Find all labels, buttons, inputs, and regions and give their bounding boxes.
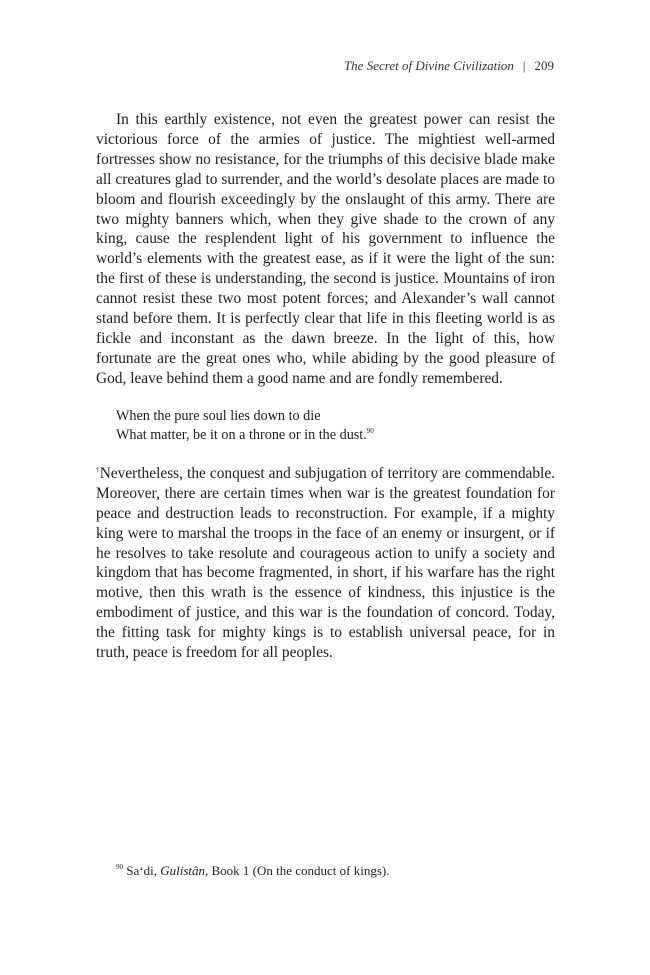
footnote-work-title: Gulistân [160,863,205,878]
page-number: 209 [534,58,554,73]
main-text [96,110,555,663]
paragraph-conquest-text: Nevertheless, the conquest and subjugation of territory are commendable. Moreover, there are certain times when war is the greatest foundation for peace and destruction leads to reconstruction. For example, if a mighty king were to marshal the troops in the face of an enemy or insurgent, or if he resolves to take resolute and courageous action to unify a society and kingdom that has become fragmented, in short, if his warfare has the right motive, then this wrath is the essence of kindness, this injustice is the embodiment of justice, and this war is the foundation of concord. Today, the fitting task for mighty kings is to establish universal peace, for in truth, peace is freedom for all peoples. [96,464,556,662]
header-separator: | [522,58,526,73]
footnote-citation: , Book 1 (On the conduct of kings). [205,863,390,878]
footnote-reference[interactable]: 90 [366,427,374,436]
dagger-marker: † [96,465,100,474]
footnote [116,863,390,879]
verse-line-2 [116,426,555,446]
running-title: The Secret of Divine Civilization [343,58,514,73]
verse-line-1: When the pure soul lies down to die [116,407,321,424]
verse-quotation [116,407,555,446]
footnote-number: 90 [116,863,123,871]
paragraph-justice: In this earthly existence, not even the greatest power can resist the victorious force of the armies of justice. The mightiest well-armed fortresses show no resistance, for the triumphs of this decisive blade make all creatures glad to surrender, and the world’s desolate places are made to bloom and flourish exceedingly by the onslaught of this army. There are two mighty banners which, when they give shade to the crown of any king, cause the resplendent light of his government to influence the world’s elements with the greatest ease, as if it were the light of the sun: the first of these is understanding, the second is justice. Mountains of iron cannot resist these two most potent forces; and Alexander’s wall cannot stand before them. It is perfectly clear that life in this fleeting world is as fickle and inconstant as the dawn breeze. In the light of this, how fortunate are the great ones who, while abiding by the good pleasure of God, leave behind them a good name and are fondly remembered. [96,111,555,387]
footnote-author: Sa‘di, [123,863,161,878]
running-header [344,58,554,74]
paragraph-conquest [96,464,555,663]
verse-line-2-text: What matter, be it on a throne or in the dust. [116,427,367,444]
